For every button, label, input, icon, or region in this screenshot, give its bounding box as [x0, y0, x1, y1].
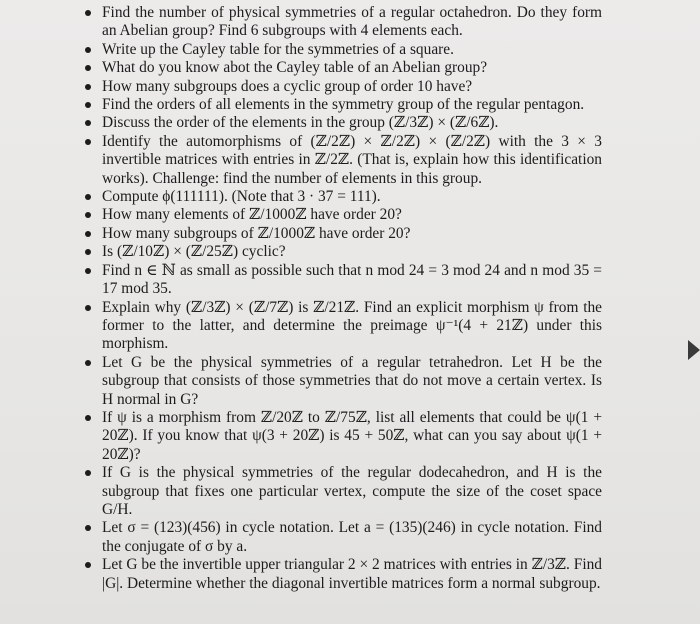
list-item: What do you know abot the Cayley table of an Abelian group?: [82, 59, 602, 77]
list-item: Compute ϕ(111111). (Note that 3 · 37 = 111).: [82, 188, 602, 206]
list-item: Find the number of physical symmetries of a regular octahedron. Do they form an Abelian group? Find 6 subgroups with 4 elements each.: [82, 4, 602, 41]
list-item: Let σ = (123)(456) in cycle notation. Let a = (135)(246) in cycle notation. Find the conjugate of σ by a.: [82, 519, 602, 556]
list-item: If G is the physical symmetries of the regular dodecahedron, and H is the subgroup that fixes one particular vertex, compute the size of the coset space G/H.: [82, 464, 602, 519]
list-item: Identify the automorphisms of (ℤ/2ℤ) × ℤ/2ℤ) × (ℤ/2ℤ) with the 3 × 3 invertible matrices with entries in ℤ/2ℤ. (That is, explain how this identification works). Challenge: find the number of elements in this group.: [82, 133, 602, 188]
list-item: If ψ is a morphism from ℤ/20ℤ to ℤ/75ℤ, list all elements that could be ψ(1 + 20ℤ). If you know that ψ(3 + 20ℤ) is 45 + 50ℤ, what can you say about ψ(1 + 20ℤ)?: [82, 409, 602, 464]
list-item: Find n ∈ ℕ as small as possible such that n mod 24 = 3 mod 24 and n mod 35 = 17 mod 35.: [82, 262, 602, 299]
list-item: Let G be the invertible upper triangular 2 × 2 matrices with entries in ℤ/3ℤ. Find |G|. Determine whether the diagonal invertible matrices form a normal subgroup.: [82, 556, 602, 593]
next-page-arrow-icon[interactable]: [688, 340, 700, 360]
list-item: Explain why (ℤ/3ℤ) × (ℤ/7ℤ) is ℤ/21ℤ. Find an explicit morphism ψ from the former to the latter, and determine the preimage ψ⁻¹(4 + 21ℤ) under this morphism.: [82, 299, 602, 354]
list-item: Is (ℤ/10ℤ) × (ℤ/25ℤ) cyclic?: [82, 243, 602, 261]
list-item: How many subgroups does a cyclic group of order 10 have?: [82, 78, 602, 96]
list-item: Let G be the physical symmetries of a regular tetrahedron. Let H be the subgroup that consists of those symmetries that do not move a certain vertex. Is H normal in G?: [82, 354, 602, 409]
list-item: How many elements of ℤ/1000ℤ have order 20?: [82, 206, 602, 224]
list-item: Discuss the order of the elements in the group (ℤ/3ℤ) × (ℤ/6ℤ).: [82, 114, 602, 132]
problem-list: [82, 4, 602, 593]
list-item: How many subgroups of ℤ/1000ℤ have order 20?: [82, 225, 602, 243]
list-item: Write up the Cayley table for the symmetries of a square.: [82, 41, 602, 59]
list-item: Find the orders of all elements in the symmetry group of the regular pentagon.: [82, 96, 602, 114]
